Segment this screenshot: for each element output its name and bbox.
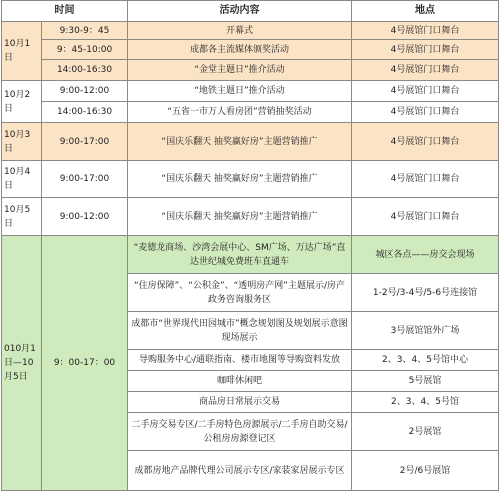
time-cell: 9:30-9：45 xyxy=(42,22,128,40)
content-cell: 商品房日常展示交易 xyxy=(128,392,352,413)
location-cell: 4号展馆门口舞台 xyxy=(352,198,499,236)
header-row xyxy=(2,1,499,22)
schedule-table xyxy=(1,0,499,491)
table-row xyxy=(2,40,499,60)
content-cell: “国庆乐翻天 抽奖赢好房”主题营销推广 xyxy=(128,198,352,236)
content-cell: 导购服务中心/通联指南、楼市地图等导购资料发放 xyxy=(128,350,352,371)
time-cell: 9:00-17:00 xyxy=(42,161,128,198)
header-time: 时间 xyxy=(2,1,128,22)
location-cell: 1-2号/3-4号/5-6号连接馆 xyxy=(352,274,499,312)
table-row xyxy=(2,198,499,236)
table-row xyxy=(2,161,499,198)
location-cell: 4号展馆门口舞台 xyxy=(352,81,499,102)
location-cell: 5号展馆 xyxy=(352,371,499,392)
location-cell: 4号展馆门口舞台 xyxy=(352,40,499,60)
content-cell: “五省一市万人看房团”营销抽奖活动 xyxy=(128,102,352,123)
content-cell: 咖啡休闲吧 xyxy=(128,371,352,392)
location-cell: 4号展馆门口舞台 xyxy=(352,161,499,198)
location-cell: 4号展馆门口舞台 xyxy=(352,102,499,123)
content-cell: 成都房地产品牌代理公司展示专区/家装家居展示专区 xyxy=(128,451,352,491)
time-cell: 9：45-10:00 xyxy=(42,40,128,60)
content-cell: “地铁主题日”推介活动 xyxy=(128,81,352,102)
content-cell: 成都各主流媒体颁奖活动 xyxy=(128,40,352,60)
time-cell: 14:00-16:30 xyxy=(42,102,128,123)
content-cell: “住房保障”、“公积金”、“透明房产网”主题展示/房产政务咨询服务区 xyxy=(128,274,352,312)
location-cell: 2、3、4、5号馆 xyxy=(352,392,499,413)
date-cell: 10月2日 xyxy=(2,81,42,123)
date-cell: 10月4日 xyxy=(2,161,42,198)
table-row xyxy=(2,60,499,81)
date-cell: 10月1日 xyxy=(2,22,42,81)
content-cell: “国庆乐翻天 抽奖赢好房”主题营销推广 xyxy=(128,161,352,198)
table-row xyxy=(2,81,499,102)
time-cell: 9:00-12:00 xyxy=(42,198,128,236)
table-row xyxy=(2,22,499,40)
table-row xyxy=(2,236,499,274)
location-cell: 2号/6号展馆 xyxy=(352,451,499,491)
content-cell: “麦德龙商场、沙湾会展中心、SM广场、万达广场”直达世纪城免费班车直通车 xyxy=(128,236,352,274)
time-cell: 14:00-16:30 xyxy=(42,60,128,81)
period-time-cell: 9：00-17：00 xyxy=(42,236,128,491)
content-cell: “国庆乐翻天 抽奖赢好房”主题营销推广 xyxy=(128,123,352,161)
location-cell: 2、3、4、5号馆中心 xyxy=(352,350,499,371)
content-cell: “金堂主题日”推介活动 xyxy=(128,60,352,81)
location-cell: 4号展馆门口舞台 xyxy=(352,60,499,81)
content-cell: 二手房交易专区/二手房特色房源展示/二手房自助交易/公租房房源登记区 xyxy=(128,413,352,451)
content-cell: 成都市“世界现代田园城市”概念规划图及规划展示意图现场展示 xyxy=(128,312,352,350)
location-cell: 城区各点——房交会现场 xyxy=(352,236,499,274)
header-location: 地点 xyxy=(352,1,499,22)
location-cell: 4号展馆门口舞台 xyxy=(352,123,499,161)
date-cell: 10月3日 xyxy=(2,123,42,161)
date-cell: 10月5日 xyxy=(2,198,42,236)
content-cell: 开幕式 xyxy=(128,22,352,40)
location-cell: 2号展馆 xyxy=(352,413,499,451)
header-content: 活动内容 xyxy=(128,1,352,22)
time-cell: 9:00-17:00 xyxy=(42,123,128,161)
table-row xyxy=(2,123,499,161)
table-row xyxy=(2,102,499,123)
time-cell: 9:00-12:00 xyxy=(42,81,128,102)
location-cell: 3号展馆馆外广场 xyxy=(352,312,499,350)
location-cell: 4号展馆门口舞台 xyxy=(352,22,499,40)
period-date-cell: 010月1日—10月5日 xyxy=(2,236,42,491)
